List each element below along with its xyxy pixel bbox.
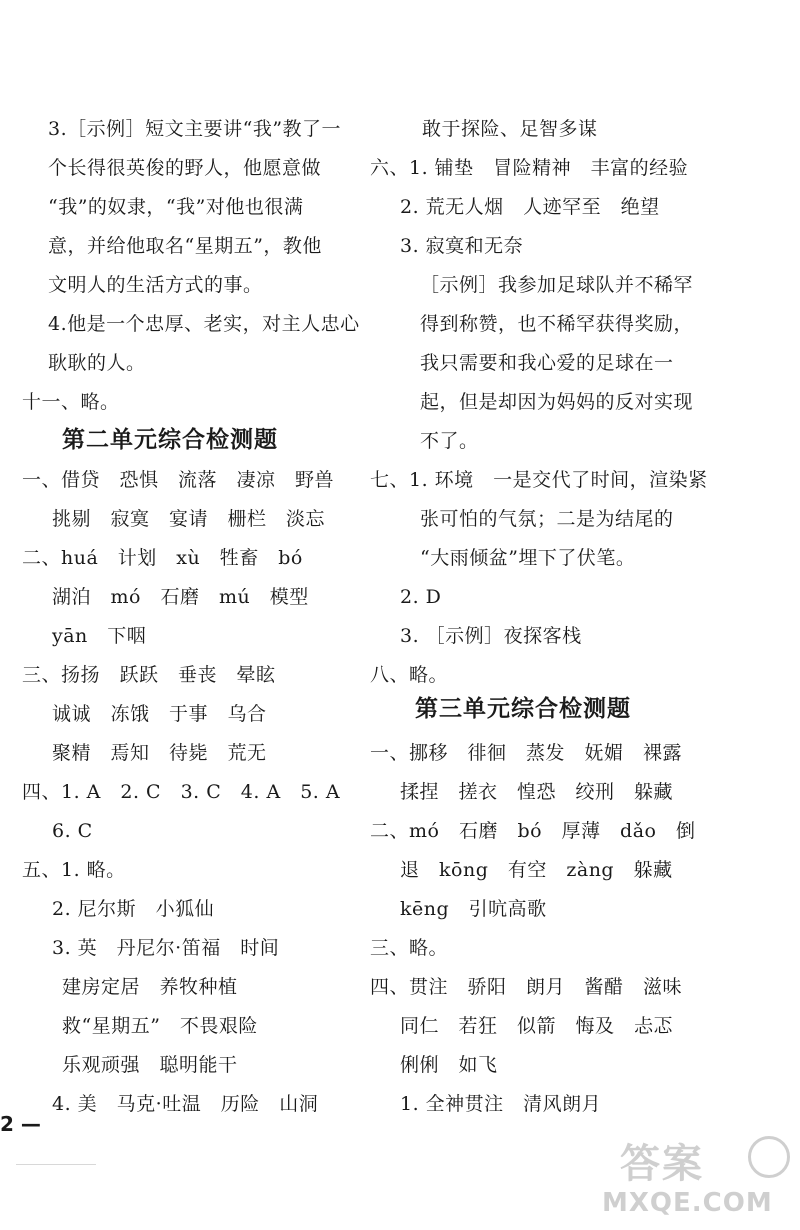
- text-line: 六、1. 铺垫 冒险精神 丰富的经验: [370, 157, 689, 179]
- text-line: kēng 引吭高歌: [400, 898, 547, 920]
- text-line: 不了。: [420, 430, 479, 452]
- text-line: 耿耿的人。: [48, 352, 146, 374]
- text-line: 建房定居 养牧种植: [62, 976, 238, 998]
- text-line: 起，但是却因为妈妈的反对实现: [420, 391, 694, 413]
- text-line: 2. D: [400, 586, 442, 608]
- text-line: 3. ［示例］夜探客栈: [400, 625, 582, 647]
- text-line: 1. 全神贯注 清风朗月: [400, 1093, 602, 1115]
- text-line: 3. 英 丹尼尔·笛福 时间: [52, 937, 280, 959]
- text-line: 七、1. 环境 一是交代了时间，渲染紧: [370, 469, 708, 491]
- text-line: 一、借贷 恐惧 流落 凄凉 野兽: [22, 469, 335, 491]
- text-line: 八、略。: [370, 664, 449, 686]
- footer-divider: [16, 1164, 96, 1165]
- text-line: 救“星期五” 不畏艰险: [62, 1015, 258, 1037]
- text-line: 2. 尼尔斯 小狐仙: [52, 898, 215, 920]
- text-line: 四、贯注 骄阳 朗月 酱醋 滋味: [370, 976, 683, 998]
- text-line: 同仁 若狂 似箭 悔及 忐忑: [400, 1015, 674, 1037]
- text-line: 俐俐 如飞: [400, 1054, 498, 1076]
- text-line: 3. 寂寞和无奈: [400, 235, 524, 257]
- text-line: 文明人的生活方式的事。: [48, 274, 263, 296]
- text-line: ［示例］我参加足球队并不稀罕: [420, 274, 694, 296]
- text-line: 三、扬扬 跃跃 垂丧 晕眩: [22, 664, 276, 686]
- section-heading-unit-3: 第三单元综合检测题: [415, 696, 631, 722]
- text-line: 湖泊 mó 石磨 mú 模型: [52, 586, 309, 608]
- text-line: 6. C: [52, 820, 93, 842]
- text-line: 我只需要和我心爱的足球在一: [420, 352, 674, 374]
- text-line: 二、huá 计划 xù 牲畜 bó: [22, 547, 303, 569]
- text-line: 3.［示例］短文主要讲“我”教了一: [48, 118, 342, 140]
- watermark-logo: 答案: [620, 1141, 704, 1187]
- text-line: 二、mó 石磨 bó 厚薄 dǎo 倒: [370, 820, 696, 842]
- text-line: 4. 美 马克·吐温 历险 山洞: [52, 1093, 319, 1115]
- text-line: 四、1. A 2. C 3. C 4. A 5. A: [22, 781, 341, 803]
- text-line: “大雨倾盆”埋下了伏笔。: [420, 547, 636, 569]
- text-line: 诚诚 冻饿 于事 乌合: [52, 703, 267, 725]
- text-line: 十一、略。: [22, 391, 120, 413]
- text-line: 张可怕的气氛；二是为结尾的: [420, 508, 674, 530]
- text-line: 敢于探险、足智多谋: [422, 118, 598, 140]
- text-line: 五、1. 略。: [22, 859, 126, 881]
- page-number: 2 —: [0, 1112, 41, 1136]
- text-line: 挑剔 寂寞 宴请 栅栏 淡忘: [52, 508, 326, 530]
- text-line: 意，并给他取名“星期五”，教他: [48, 235, 322, 257]
- text-line: 得到称赞，也不稀罕获得奖励，: [420, 313, 694, 335]
- text-line: 乐观顽强 聪明能干: [62, 1054, 238, 1076]
- text-line: 三、略。: [370, 937, 449, 959]
- text-line: 一、挪移 徘徊 蒸发 妩媚 裸露: [370, 742, 683, 764]
- text-line: 退 kōng 有空 zàng 躲藏: [400, 859, 673, 881]
- section-heading-unit-2: 第二单元综合检测题: [62, 427, 278, 453]
- text-line: “我”的奴隶，“我”对他也很满: [48, 196, 304, 218]
- text-line: yān 下咽: [52, 625, 147, 647]
- text-line: 4.他是一个忠厚、老实，对主人忠心: [48, 313, 360, 335]
- text-line: 聚精 焉知 待毙 荒无: [52, 742, 267, 764]
- watermark: [600, 1132, 800, 1230]
- text-line: 个长得很英俊的野人，他愿意做: [48, 157, 322, 179]
- watermark-badge-icon: [748, 1136, 790, 1178]
- watermark-url: MXQE.COM: [602, 1188, 773, 1218]
- text-line: 2. 荒无人烟 人迹罕至 绝望: [400, 196, 660, 218]
- text-line: 揉捏 搓衣 惶恐 绞刑 躲藏: [400, 781, 674, 803]
